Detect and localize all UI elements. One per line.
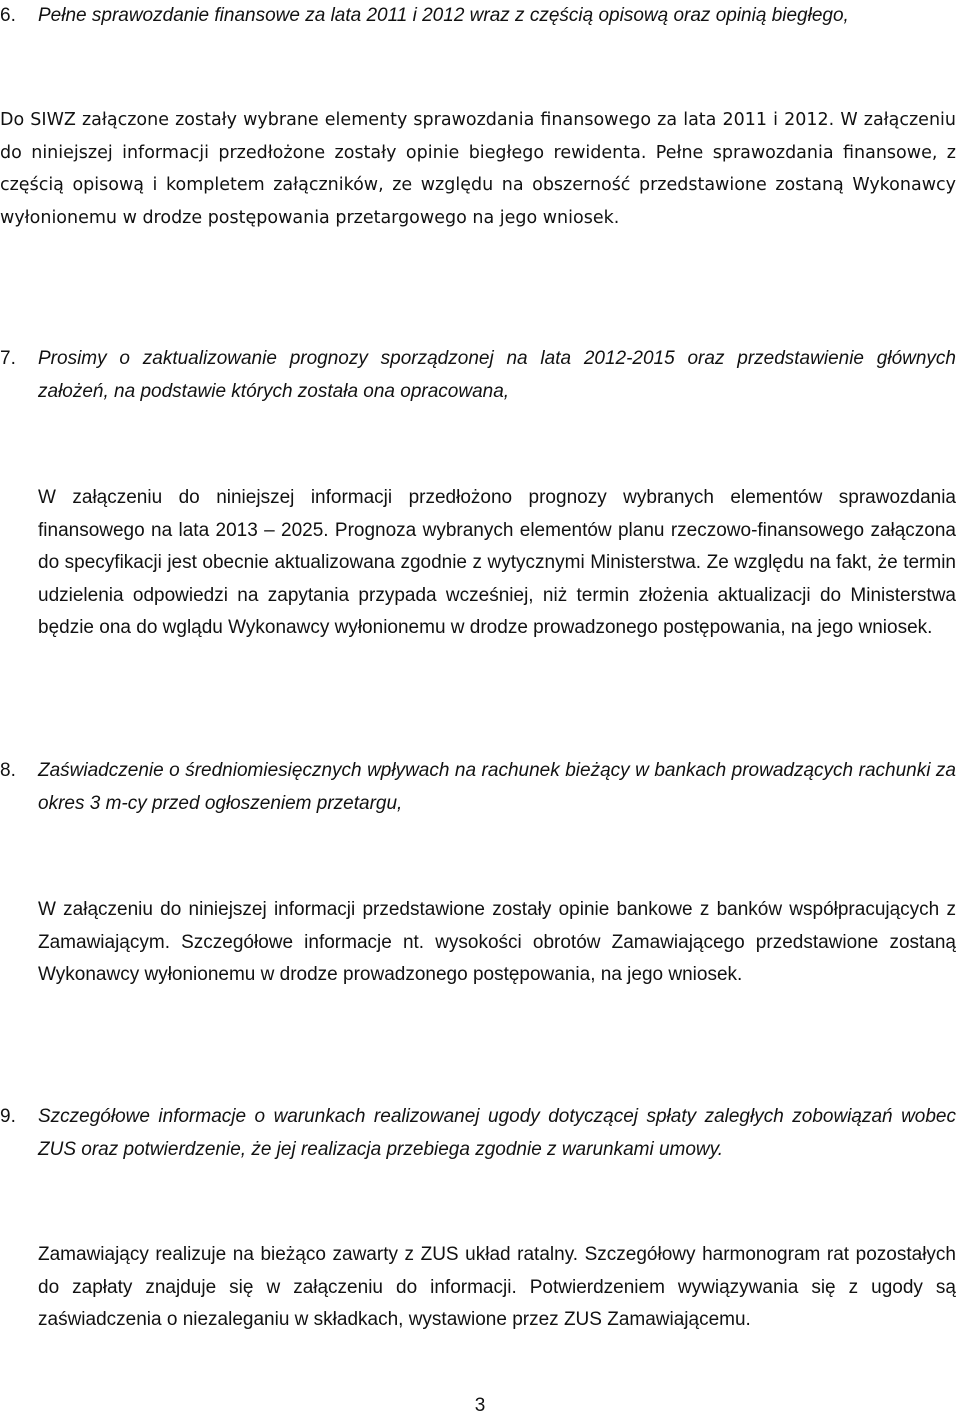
item-answer-7: W załączeniu do niniejszej informacji przedłożono prognozy wybranych elementów sprawozdania finansowego na lata 2013 – 2025. Prognoza wybranych elementów planu rzeczowo-finansowego załączona do specyfikacji jest obecnie aktualizowana zgodnie z wytycznymi Ministerstwa. Ze względu na fakt, że termin udzielenia odpowiedzi na zapytania przypada wcześniej, niż termin złożenia aktualizacji do Ministerstwa będzie ona do wglądu Wykonawcy wyłonionemu w drodze prowadzonego postępowania, na jego wniosek.	[38, 487, 956, 638]
item-question-6: Pełne sprawozdanie finansowe za lata 2011 i 2012 wraz z częścią opisową oraz opinią biegłego,	[38, 5, 849, 26]
item-question-7: Prosimy o zaktualizowanie prognozy sporządzonej na lata 2012-2015 oraz przedstawienie głównych założeń, na podstawie których została ona opracowana,	[38, 348, 956, 402]
item-number-7: 7.	[0, 348, 16, 369]
item-question-8: Zaświadczenie o średniomiesięcznych wpływach na rachunek bieżący w bankach prowadzących rachunki za okres 3 m-cy przed ogłoszeniem przetargu,	[38, 760, 956, 814]
page-number: 3	[474, 1395, 486, 1416]
item-answer-8: W załączeniu do niniejszej informacji przedstawione zostały opinie bankowe z banków współpracujących z Zamawiającym. Szczegółowe informacje nt. wysokości obrotów Zamawiającego przedstawione zostaną Wykonawcy wyłonionemu w drodze prowadzonego postępowania, na jego wniosek.	[38, 899, 956, 985]
item-number-9: 9.	[0, 1106, 16, 1127]
item-number-6: 6.	[0, 5, 16, 26]
item-number-8: 8.	[0, 760, 16, 781]
item-answer-6: Do SIWZ załączone zostały wybrane elementy sprawozdania finansowego za lata 2011 i 2012. W załączeniu do niniejszej informacji przedłożone zostały opinie biegłego rewidenta. Pełne sprawozdania finansowe, z częścią opisową i kompletem załączników, ze względu na obszerność przedstawione zostaną Wykonawcy wyłonionemu w drodze postępowania przetargowego na jego wniosek.	[0, 110, 956, 228]
item-answer-9: Zamawiający realizuje na bieżąco zawarty z ZUS układ ratalny. Szczegółowy harmonogram rat pozostałych do zapłaty znajduje się w załączeniu do informacji. Potwierdzeniem wywiązywania się z ugody są zaświadczenia o niezaleganiu w składkach, wystawione przez ZUS Zamawiającemu.	[38, 1244, 956, 1330]
item-question-9: Szczegółowe informacje o warunkach realizowanej ugody dotyczącej spłaty zaległych zobowiązań wobec ZUS oraz potwierdzenie, że jej realizacja przebiega zgodnie z warunkami umowy.	[38, 1106, 956, 1160]
